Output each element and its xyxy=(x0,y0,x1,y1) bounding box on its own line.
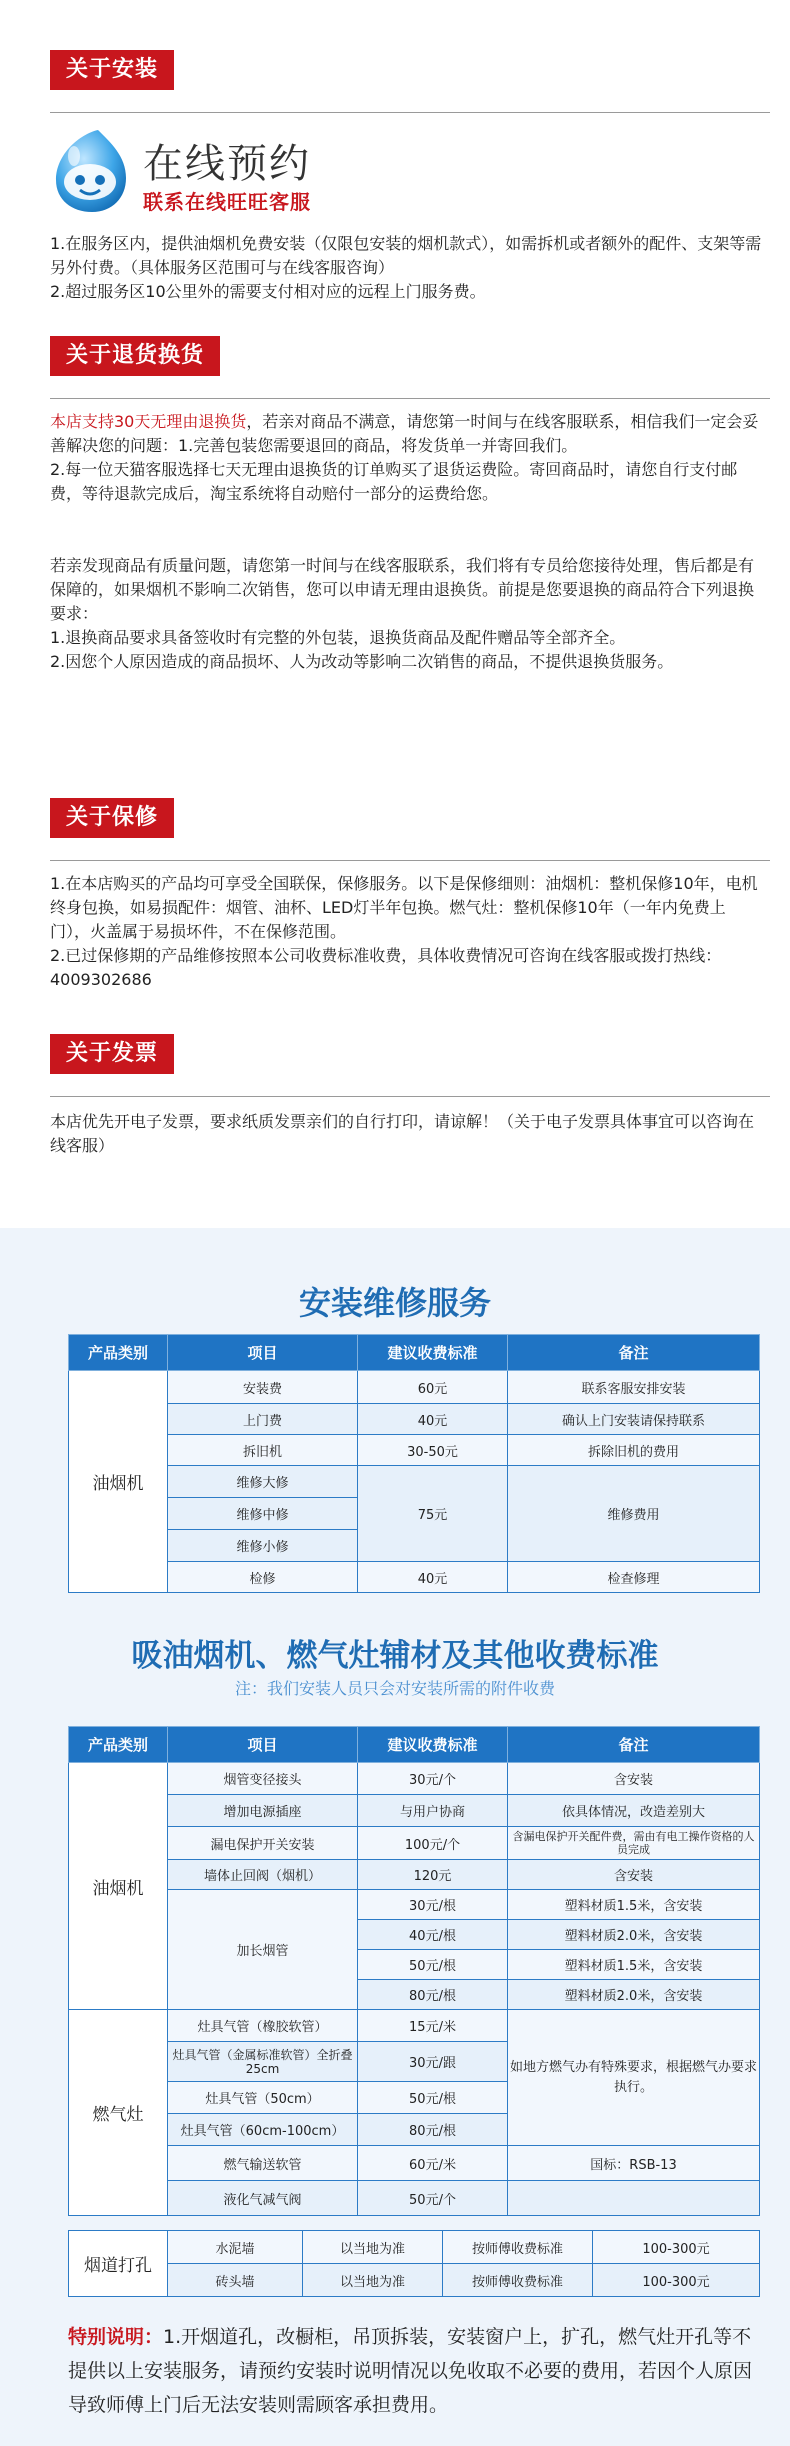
item-cell: 上门费 xyxy=(168,1404,358,1435)
invoice-section-header xyxy=(50,1034,770,1074)
returns-section-header xyxy=(50,336,770,376)
table-row xyxy=(69,1371,760,1404)
price-cell: 与用户协商 xyxy=(358,1795,508,1827)
price-cell: 100元/个 xyxy=(358,1827,508,1860)
item-cell: 检修 xyxy=(168,1562,358,1593)
item-cell: 烟管变径接头 xyxy=(168,1763,358,1795)
returns-text xyxy=(50,410,762,506)
price-cell: 30元/跟 xyxy=(358,2042,508,2082)
table-row xyxy=(69,1435,760,1466)
online-booking-title: 在线预约 xyxy=(143,141,311,187)
install-line-1: 1.在服务区内，提供油烟机免费安装（仅限包安装的烟机款式），如需拆机或者额外的配件、支架等需另外付费。（具体服务区范围可与在线客服咨询） xyxy=(50,234,762,277)
returns-lead-rest: ，若亲对商品不满意，请您第一时间与在线客服联系，相信我们一定会妥善解决您的问题：1.完善包装您需要退回的商品，将发货单一并寄回我们。 xyxy=(50,412,759,455)
category-cell: 油烟机 xyxy=(69,1371,168,1593)
wangwang-icon[interactable] xyxy=(50,128,130,214)
item-cell: 灶具气管（橡胶软管） xyxy=(168,2010,358,2042)
col-price: 建议收费标准 xyxy=(358,1335,508,1371)
item-cell: 水泥墙 xyxy=(168,2231,303,2264)
col-note: 备注 xyxy=(508,1727,760,1763)
install-section-header xyxy=(50,50,770,90)
item-cell: 拆旧机 xyxy=(168,1435,358,1466)
note-cell: 含漏电保护开关配件费，需由有电工操作资格的人员完成 xyxy=(508,1827,760,1860)
table-row xyxy=(69,2231,760,2264)
item-cell: 灶具气管（60cm-100cm） xyxy=(168,2114,358,2146)
item-cell: 墙体止回阀（烟机） xyxy=(168,1860,358,1890)
returns-policy-highlight: 本店支持30天无理由退换货 xyxy=(50,412,247,431)
price-cell: 120元 xyxy=(358,1860,508,1890)
fees-table-header xyxy=(69,1727,760,1763)
table-row xyxy=(69,1763,760,1795)
return-requirement-2: 2.因您个人原因造成的商品损坏、人为改动等影响二次销售的商品，不提供退换货服务。 xyxy=(50,652,674,671)
note-cell: 如地方燃气办有特殊要求，根据燃气办要求执行。 xyxy=(508,2010,760,2146)
service-table-header xyxy=(69,1335,760,1371)
note-cell: 塑料材质1.5米，含安装 xyxy=(508,1890,760,1920)
note-cell: 检查修理 xyxy=(508,1562,760,1593)
invoice-divider xyxy=(50,1096,770,1097)
service-table xyxy=(68,1334,760,1593)
price-cell: 50元/根 xyxy=(358,1950,508,1980)
table-row xyxy=(69,1466,760,1498)
price-cell: 75元 xyxy=(358,1466,508,1562)
price-cell: 80元/根 xyxy=(358,1980,508,2010)
warranty-header-label: 关于保修 xyxy=(50,798,174,838)
price-cell: 60元 xyxy=(358,1371,508,1404)
item-cell: 液化气减气阀 xyxy=(168,2181,358,2216)
note-cell: 依具体情况，改造差别大 xyxy=(508,1795,760,1827)
fees-table xyxy=(68,1726,760,2216)
price-cell: 以当地为准 xyxy=(303,2264,443,2297)
table-row xyxy=(69,1890,760,1920)
note-cell: 含安装 xyxy=(508,1860,760,1890)
table-row xyxy=(69,2181,760,2216)
range-cell: 100-300元 xyxy=(593,2231,760,2264)
install-header-label: 关于安装 xyxy=(50,50,174,90)
table-row xyxy=(69,1795,760,1827)
item-cell: 维修中修 xyxy=(168,1498,358,1530)
quality-lead: 若亲发现商品有质量问题，请您第一时间与在线客服联系，我们将有专员给您接待处理，售后都是有保障的，如果烟机不影响二次销售，您可以申请无理由退换货。前提是您要退换的商品符合下列退换要求： xyxy=(50,556,755,623)
note-cell: 确认上门安装请保持联系 xyxy=(508,1404,760,1435)
price-cell: 40元 xyxy=(358,1562,508,1593)
price-cell: 60元/米 xyxy=(358,2146,508,2181)
note-cell: 含安装 xyxy=(508,1763,760,1795)
note-cell: 按师傅收费标准 xyxy=(443,2231,593,2264)
table-row xyxy=(69,1404,760,1435)
table-row xyxy=(69,1562,760,1593)
price-cell: 30-50元 xyxy=(358,1435,508,1466)
price-cell: 40元/根 xyxy=(358,1920,508,1950)
install-divider xyxy=(50,112,770,113)
price-cell: 80元/根 xyxy=(358,2114,508,2146)
note-cell: 拆除旧机的费用 xyxy=(508,1435,760,1466)
item-cell: 灶具气管（50cm） xyxy=(168,2082,358,2114)
price-cell: 50元/根 xyxy=(358,2082,508,2114)
item-cell: 砖头墙 xyxy=(168,2264,303,2297)
note-cell: 联系客服安排安装 xyxy=(508,1371,760,1404)
item-cell: 安装费 xyxy=(168,1371,358,1404)
note-cell: 塑料材质2.0米，含安装 xyxy=(508,1980,760,2010)
return-requirement-1: 1.退换商品要求具备签收时有完整的外包装，退换货商品及配件赠品等全部齐全。 xyxy=(50,628,626,647)
invoice-text xyxy=(50,1110,762,1158)
table-row xyxy=(69,1860,760,1890)
item-cell: 维修小修 xyxy=(168,1530,358,1562)
warranty-line-2: 2.已过保修期的产品维修按照本公司收费标准收费，具体收费情况可咨询在线客服或拨打热线：4009302686 xyxy=(50,946,722,989)
special-note xyxy=(68,2320,758,2422)
install-line-2: 2.超过服务区10公里外的需要支付相对应的远程上门服务费。 xyxy=(50,282,486,301)
note-cell: 按师傅收费标准 xyxy=(443,2264,593,2297)
note-cell xyxy=(508,2181,760,2216)
contact-service-link[interactable]: 联系在线旺旺客服 xyxy=(143,190,311,214)
warranty-section-header xyxy=(50,798,770,838)
table-row xyxy=(69,2264,760,2297)
service-title: 安装维修服务 xyxy=(298,1284,491,1322)
col-category: 产品类别 xyxy=(69,1335,168,1371)
col-item: 项目 xyxy=(168,1727,358,1763)
category-cell: 燃气灶 xyxy=(69,2010,168,2216)
col-note: 备注 xyxy=(508,1335,760,1371)
col-category: 产品类别 xyxy=(69,1727,168,1763)
range-cell: 100-300元 xyxy=(593,2264,760,2297)
invoice-header-label: 关于发票 xyxy=(50,1034,174,1074)
install-text xyxy=(50,232,762,304)
returns-line-1 xyxy=(50,410,762,458)
warranty-divider xyxy=(50,860,770,861)
note-cell: 国标：RSB-13 xyxy=(508,2146,760,2181)
note-cell: 塑料材质1.5米，含安装 xyxy=(508,1950,760,1980)
invoice-line: 本店优先开电子发票，要求纸质发票亲们的自行打印，请谅解！（关于电子发票具体事宜可以咨询在线客服） xyxy=(50,1112,755,1155)
fees-title: 吸油烟机、燃气灶辅材及其他收费标准 xyxy=(131,1638,659,1674)
price-cell: 以当地为准 xyxy=(303,2231,443,2264)
note-cell: 塑料材质2.0米，含安装 xyxy=(508,1920,760,1950)
item-cell: 加长烟管 xyxy=(168,1890,358,2010)
table-row xyxy=(69,2146,760,2181)
returns-divider xyxy=(50,398,770,399)
price-cell: 15元/米 xyxy=(358,2010,508,2042)
table-row xyxy=(69,2010,760,2042)
warranty-line-1: 1.在本店购买的产品均可享受全国联保，保修服务。以下是保修细则：油烟机：整机保修10年，电机终身包换，如易损配件：烟管、油杯、LED灯半年包换。燃气灶：整机保修10年（一年内免费上门），火盖属于易损坏件，不在保修范围。 xyxy=(50,874,758,941)
price-cell: 40元 xyxy=(358,1404,508,1435)
item-cell: 燃气输送软管 xyxy=(168,2146,358,2181)
category-cell: 烟道打孔 xyxy=(69,2231,168,2297)
price-cell: 50元/个 xyxy=(358,2181,508,2216)
warranty-text xyxy=(50,872,762,992)
item-cell: 维修大修 xyxy=(168,1466,358,1498)
note-cell: 维修费用 xyxy=(508,1466,760,1562)
category-cell: 油烟机 xyxy=(69,1763,168,2010)
table-row xyxy=(69,1827,760,1860)
col-price: 建议收费标准 xyxy=(358,1727,508,1763)
returns-header-label: 关于退货换货 xyxy=(50,336,220,376)
special-note-text: 1.开烟道孔，改橱柜，吊顶拆装，安装窗户上，扩孔，燃气灶开孔等不提供以上安装服务，请预约安装时说明情况以免收取不必要的费用，若因个人原因导致师傅上门后无法安装则需顾客承担费用。 xyxy=(68,2326,753,2416)
price-cell: 30元/个 xyxy=(358,1763,508,1795)
returns-line-2: 2.每一位天猫客服选择七天无理由退换货的订单购买了退货运费险。寄回商品时，请您自行支付邮费，等待退款完成后，淘宝系统将自动赔付一部分的运费给您。 xyxy=(50,460,738,503)
special-note-label: 特别说明： xyxy=(68,2326,164,2348)
col-item: 项目 xyxy=(168,1335,358,1371)
fees-note: 注：我们安装人员只会对安装所需的附件收费 xyxy=(234,1679,555,1698)
flue-table xyxy=(68,2230,760,2297)
item-cell: 增加电源插座 xyxy=(168,1795,358,1827)
item-cell: 灶具气管（金属标准软管）全折叠25cm xyxy=(168,2042,358,2082)
price-cell: 30元/根 xyxy=(358,1890,508,1920)
quality-text xyxy=(50,554,762,674)
item-cell: 漏电保护开关安装 xyxy=(168,1827,358,1860)
